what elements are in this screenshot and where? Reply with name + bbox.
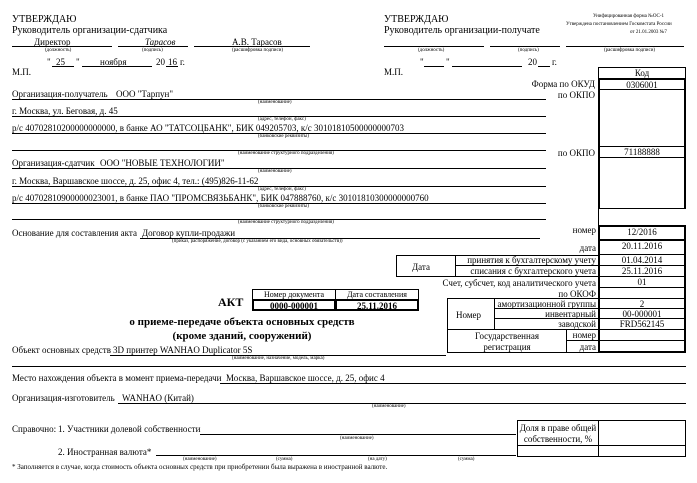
footnote: * Заполняется в случае, когда стоимость объекта основных средств при приобретении была выражена в иностранной валюте. xyxy=(12,463,388,471)
caption-signature-left: (подпись) xyxy=(142,48,163,53)
state-reg-label: Государственная xyxy=(475,331,539,341)
manufacturer-value: WANHAO (Китай) xyxy=(122,393,194,403)
currency-line xyxy=(156,455,516,456)
receiver-address: г. Москва, ул. Беговая, д. 45 xyxy=(12,106,118,116)
share-value xyxy=(598,420,686,446)
approve-subtitle-left: Руководитель организации-сдатчика xyxy=(12,25,168,36)
location-line xyxy=(220,383,686,384)
approve-year: 16 xyxy=(168,57,177,67)
form-approval: Утверждена постановлением Госкомстата России xyxy=(566,22,672,27)
manufacturer-caption: (наименование) xyxy=(372,404,406,409)
director-name: А.В. Тарасов xyxy=(232,37,282,47)
currency-box-1 xyxy=(517,445,599,457)
year-line-right xyxy=(538,66,550,67)
doc-date: 25.11.2016 xyxy=(335,299,419,311)
year-suffix: г. xyxy=(180,57,185,67)
doc-date-header: Дата составления xyxy=(335,289,419,300)
sender-address: г. Москва, Варшавское шоссе, д. 25, офис 4, тел.: (495)826-11-62 xyxy=(12,176,259,186)
caption-name-right: (расшифровка подписи) xyxy=(604,48,656,53)
accept-label: принятия к бухгалтерскому учету xyxy=(467,255,596,265)
receiver-name-caption: (наименование) xyxy=(258,100,292,105)
month-line-right xyxy=(452,66,522,67)
code-blank xyxy=(598,157,686,209)
code-divider xyxy=(598,209,599,225)
quote-close-right: " xyxy=(446,57,450,67)
sender-bank-caption: (банковские реквизиты) xyxy=(258,204,309,209)
sender-address-caption: (адрес, телефон, факс) xyxy=(258,187,306,192)
sender-name-caption: (наименование) xyxy=(258,169,292,174)
currency-amount-caption: (сумма) xyxy=(276,457,293,462)
receiver-dept-caption: (наименование структурного подразделения) xyxy=(238,151,334,156)
approve-title-right: УТВЕРЖДАЮ xyxy=(384,14,449,25)
sender-name: ООО "НОВЫЕ ТЕХНОЛОГИИ" xyxy=(100,158,225,168)
signature-line-right xyxy=(490,46,560,47)
doc-number-header: Номер документа xyxy=(252,289,336,300)
stamp-right: М.П. xyxy=(384,67,404,77)
day-line xyxy=(52,66,74,67)
basis-date: 20.11.2016 xyxy=(598,240,686,255)
director-position: Директор xyxy=(34,37,71,47)
form-approval-date: от 21.01.2003 №7 xyxy=(630,30,667,35)
okpo-sender-value: 71188888 xyxy=(598,146,686,158)
stamp-left: М.П. xyxy=(12,67,32,77)
basis-number: 12/2016 xyxy=(598,225,686,241)
reference-label: Справочно: xyxy=(12,424,57,434)
object-line-2 xyxy=(12,366,686,367)
approve-subtitle-right: Руководитель организации-получате xyxy=(384,25,540,36)
caption-name-left: (расшифровка подписи) xyxy=(232,48,284,53)
basis-value: Договор купли-продажи xyxy=(142,228,236,238)
name-line-right xyxy=(566,46,684,47)
account-value: 01 xyxy=(598,276,686,288)
manufacturer-label: Организация-изготовитель xyxy=(12,393,115,403)
quote-open-right: " xyxy=(420,57,424,67)
okud-label: Форма по ОКУД xyxy=(531,79,595,89)
act-subtitle-2: (кроме зданий, сооружений) xyxy=(172,330,312,342)
sender-dept-caption: (наименование структурного подразделения) xyxy=(238,220,334,225)
okof-label: по ОКОФ xyxy=(558,289,596,299)
caption-signature-right: (подпись) xyxy=(518,48,539,53)
object-label: Объект основных средств xyxy=(12,345,111,355)
form-name: Унифицированная форма №ОС-1 xyxy=(593,14,665,19)
factory-label: заводской xyxy=(558,319,596,329)
location-label: Место нахождения объекта в момент приема-передачи xyxy=(12,373,222,383)
state-number-label: номер xyxy=(572,330,596,340)
inventory-label: инвентарный xyxy=(545,309,596,319)
year-suffix-right: г. xyxy=(552,57,557,67)
account-label: Счет, субсчет, код аналитического учета xyxy=(442,278,596,288)
year-line xyxy=(166,66,178,67)
code-header: Код xyxy=(598,67,686,79)
basis-caption: (приказ, распоряжение, договор (с указанием его вида, основных обязательств)) xyxy=(172,239,343,244)
amort-value: 2 xyxy=(598,298,686,309)
quote-close: " xyxy=(76,57,80,67)
basis-label: Основание для составления акта xyxy=(12,228,137,238)
sender-bank: р/с 40702810900000023001, в банке ПАО "ПРОМСВЯЗЬБАНК", БИК 047888760, к/с 30101810300000000760 xyxy=(12,193,429,203)
okpo-receiver-value xyxy=(598,89,686,147)
approve-title-left: УТВЕРЖДАЮ xyxy=(12,14,77,25)
year-prefix: 20 xyxy=(156,57,165,67)
basis-date-label: дата xyxy=(579,243,596,253)
object-value: 3D принтер WANHAO Duplicator 5S xyxy=(113,345,253,355)
numbers-label: Номер xyxy=(456,310,482,320)
okud-value: 0306001 xyxy=(598,78,686,90)
share-owner-line xyxy=(200,434,516,435)
share-label-2: собственности, % xyxy=(523,434,593,444)
dates-label: Дата xyxy=(412,262,430,272)
accept-date: 01.04.2014 xyxy=(598,254,686,266)
factory-value: FRD562145 xyxy=(598,318,686,330)
signature-line xyxy=(118,46,188,47)
writeoff-date: 25.11.2016 xyxy=(598,265,686,277)
name-line xyxy=(194,46,310,47)
amort-label: амортизационной группы xyxy=(497,299,596,309)
position-line-right xyxy=(384,46,484,47)
state-date-label: дата xyxy=(579,342,596,352)
approve-day: 25 xyxy=(56,57,65,67)
receiver-bank-caption: (банковские реквизиты) xyxy=(258,134,309,139)
month-line xyxy=(82,66,152,67)
currency-name-caption: (наименование) xyxy=(183,457,217,462)
receiver-name: ООО "Тарпун" xyxy=(116,89,173,99)
inventory-value: 00-000001 xyxy=(598,308,686,319)
director-signature: Тарасов xyxy=(145,37,176,47)
caption-position-left: (должность) xyxy=(45,48,72,53)
caption-position-right: (должность) xyxy=(418,48,445,53)
object-caption: (наименование, назначение, модель, марка) xyxy=(232,356,325,361)
currency-box-2 xyxy=(598,445,686,457)
approve-month: ноября xyxy=(100,57,127,67)
reference-item1: 1. Участники долевой собственности xyxy=(58,424,201,434)
act-subtitle: о приеме-передаче объекта основных средств xyxy=(129,316,355,328)
receiver-label: Организация-получатель xyxy=(12,89,108,99)
sender-label: Организация-сдатчик xyxy=(12,158,95,168)
okpo-label-receiver: по ОКПО xyxy=(557,90,595,100)
share-label: Доля в праве общей xyxy=(519,423,597,433)
receiver-address-caption: (адрес, телефон, факс) xyxy=(258,117,306,122)
year-prefix-right: 20 xyxy=(528,57,537,67)
state-reg-label-2: регистрация xyxy=(483,342,531,352)
reference-item2: 2. Иностранная валюта* xyxy=(58,447,152,457)
receiver-bank: р/с 40702810200000000000, в банке АО "ТАТСОЦБАНК", БИК 049205703, к/с 30101810500000000703 xyxy=(12,123,405,133)
currency-sum-caption: (сумма) xyxy=(458,457,475,462)
state-date-value xyxy=(598,340,686,353)
currency-date-caption: (на дату) xyxy=(368,457,387,462)
doc-number: 0000-000001 xyxy=(252,299,336,311)
writeoff-label: списания с бухгалтерского учета xyxy=(470,266,596,276)
day-line-right xyxy=(424,66,444,67)
share-owner-caption: (наименование) xyxy=(340,436,374,441)
basis-number-label: номер xyxy=(572,225,596,235)
location-value: Москва, Варшавское шоссе, д. 25, офис 4 xyxy=(226,373,385,383)
position-line xyxy=(12,46,112,47)
quote-open: " xyxy=(47,57,51,67)
act-title: АКТ xyxy=(218,295,244,309)
okpo-label-sender: по ОКПО xyxy=(557,148,595,158)
